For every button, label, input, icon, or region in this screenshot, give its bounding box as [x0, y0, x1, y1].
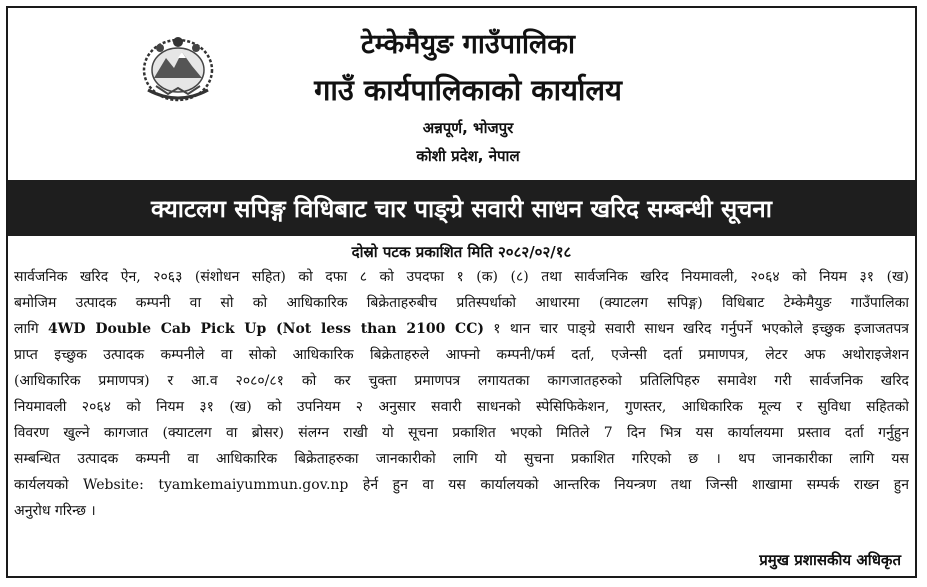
organization-name: टेम्केमैयुङ गाउँपालिका — [360, 29, 575, 60]
body-line: विवरण खुल्ने कागजात (क्याटलग वा ब्रोसर) संलग्न राखी यो सूचना प्रकाशित भएको मितिले 7 दिन भित्र यस कार्यालयमा प्रस्ताव दर्ता गर्नुहुन — [14, 425, 909, 441]
body-line-prefix: लागि — [14, 321, 39, 337]
notice-title: क्याटलग सपिङ्ग विधिबाट चार पाङ्ग्रे सवारी साधन खरिद सम्बन्धी सूचना — [151, 194, 772, 223]
office-name: गाउँ कार्यपालिकाको कार्यालय — [314, 73, 622, 107]
notice-body — [14, 264, 909, 524]
body-line: (आधिकारिक प्रमाणपत्र) र आ.व २०८०/८१ को कर चुक्ता प्रमाणपत्र लगायतका कागजातहरुको प्रतिलिपिहरु समावेश गरी सार्वजनिक खरिद — [14, 373, 909, 389]
body-line: कार्यलयको Website: tyamkemaiyummun.gov.np हेर्न हुन वा यस कार्यालयको आन्तरिक नियन्त्रण तथा जिन्सी शाखामा सम्पर्क राख्न हुन — [14, 477, 909, 493]
signatory-title: प्रमुख प्रशासकीय अधिकृत — [759, 551, 901, 569]
notice-title-banner — [8, 180, 915, 236]
body-line: सम्बन्धित उत्पादक कम्पनी वा आधिकारिक बिक्रेताहरुका जानकारीको लागि यो सुचना प्रकाशित गरिएको छ । थप जानकारीका लागि यस — [14, 451, 909, 467]
body-line: सार्वजनिक खरिद ऐन, २०६३ (संशोधन सहित) को दफा ८ को उपदफा १ (क) (८) तथा सार्वजनिक खरिद नियमावली, २०६४ को नियम ३१ (ख) — [14, 269, 909, 285]
body-line — [14, 316, 909, 342]
body-line: नियमावली २०६४ को नियम ३१ (ख) को उपनियम २ अनुसार सवारी साधनको स्पेसिफिकेशन, गुणस्तर, आधिकारिक मूल्य र सुविधा सहितको — [14, 399, 909, 415]
publication-date: दोस्रो पटक प्रकाशित मिति २०८२/०२/१८ — [351, 243, 572, 261]
vehicle-spec: 4WD Double Cab Pick Up (Not less than 2100 CC) — [47, 321, 484, 337]
address-line-1: अन्नपूर्ण, भोजपुर — [422, 119, 514, 137]
body-line: बमोजिम उत्पादक कम्पनी वा सो को आधिकारिक बिक्रेताहरुबीच प्रतिस्पर्धाको आधारमा (क्याटलग सपिङ्ग) विधिबाट टेम्केमैयुङ गाउँपालिका — [14, 295, 909, 311]
address-line-2: कोशी प्रदेश, नेपाल — [416, 147, 520, 165]
body-line-suffix: १ थान चार पाङ्ग्रे सवारी साधन खरिद गर्नुपर्ने भएकोले इच्छुक इजाजतपत्र — [493, 321, 909, 337]
body-line: प्राप्त इच्छुक उत्पादक कम्पनीले वा सोको आधिकारिक बिक्रेताहरुले आफ्नो कम्पनी/फर्म दर्ता, एजेन्सी दर्ता प्रमाणपत्र, लेटर अफ अथोराइजेशन — [14, 347, 909, 363]
body-line: अनुरोध गरिन्छ । — [14, 503, 96, 519]
notice-frame — [6, 6, 917, 578]
